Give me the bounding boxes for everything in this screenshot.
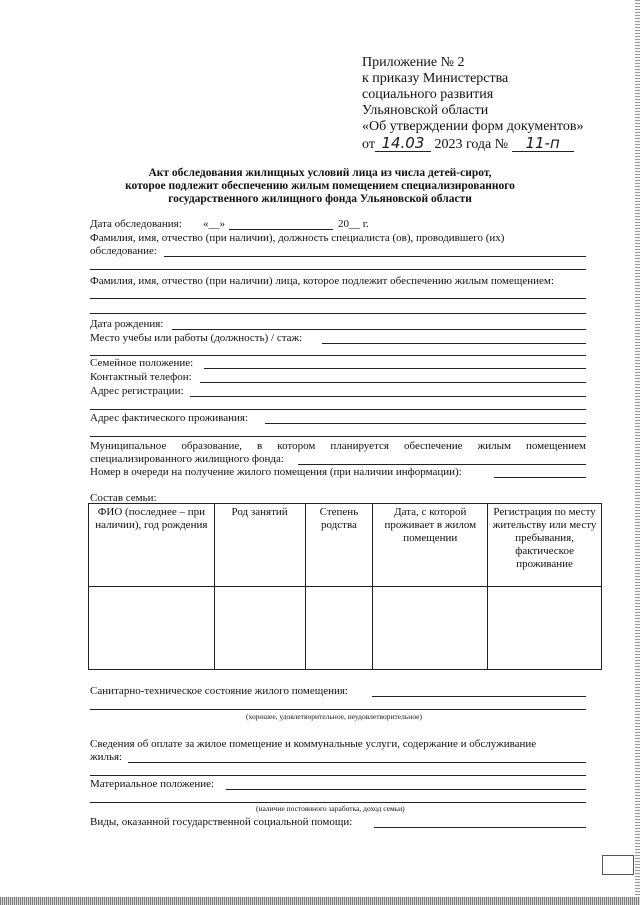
col-occupation: Род занятий	[214, 504, 305, 587]
person-field[interactable]	[90, 298, 586, 299]
col-fio: ФИО (последнее – при наличии), год рождения	[89, 504, 215, 587]
appendix-number: Приложение № 2	[362, 55, 465, 70]
family-composition-label: Состав семьи:	[90, 492, 157, 504]
social-assistance-field[interactable]	[374, 827, 586, 828]
order-title: «Об утверждении форм документов»	[362, 119, 584, 134]
survey-date-month-field[interactable]	[229, 229, 333, 230]
material-status-hint: (наличие постоянного заработка, доход семьи)	[256, 804, 405, 813]
actual-address-field-continued[interactable]	[90, 436, 586, 437]
table-cell[interactable]	[214, 587, 305, 670]
col-residence-date: Дата, с которой проживает в жилом помещении	[373, 504, 488, 587]
person-field-continued[interactable]	[90, 313, 586, 314]
handwritten-date: 14.03	[375, 135, 431, 152]
social-assistance-label: Виды, оказанной государственной социальной помощи:	[90, 816, 353, 828]
survey-date-year: 20__ г.	[338, 218, 369, 230]
specialist-field-continued[interactable]	[90, 269, 586, 270]
payment-field-continued[interactable]	[90, 775, 586, 776]
material-status-label: Материальное положение:	[90, 778, 215, 790]
handwritten-order-number: 11-п	[512, 135, 574, 152]
marital-status-label: Семейное положение:	[90, 357, 194, 369]
municipality-label-line-2: специализированного жилищного фонда:	[90, 453, 284, 465]
family-table	[88, 503, 602, 670]
table-cell[interactable]	[488, 587, 602, 670]
actual-address-label: Адрес фактического проживания:	[90, 412, 248, 424]
phone-field[interactable]	[200, 382, 586, 383]
table-cell[interactable]	[89, 587, 215, 670]
work-label: Место учебы или работы (должность) / стаж:	[90, 332, 303, 344]
act-title-line-3: государственного жилищного фонда Ульяновской области	[168, 193, 472, 205]
table-cell[interactable]	[373, 587, 488, 670]
municipality-field[interactable]	[298, 464, 586, 465]
registration-address-field-continued[interactable]	[90, 409, 586, 410]
sanitary-condition-field-continued[interactable]	[90, 709, 586, 710]
sanitary-condition-label: Санитарно-техническое состояние жилого помещения:	[90, 685, 348, 697]
marital-status-field[interactable]	[204, 368, 586, 369]
survey-date-day: «__»	[203, 218, 225, 230]
act-title-line-1: Акт обследования жилищных условий лица из числа детей-сирот,	[148, 167, 492, 179]
scan-mark	[602, 855, 634, 875]
order-reference: к приказу Министерства	[362, 71, 509, 86]
queue-number-field[interactable]	[494, 477, 586, 478]
ministry-name: социального развития	[362, 87, 494, 102]
birth-date-field[interactable]	[172, 329, 586, 330]
col-kinship: Степень родства	[305, 504, 373, 587]
municipality-label-line-1: Муниципальное образование, в котором планируется обеспечение жилым помещением	[90, 440, 586, 452]
col-registration: Регистрация по месту жительству или месту пребывания, фактическое проживание	[488, 504, 602, 587]
work-field[interactable]	[322, 343, 586, 344]
birth-date-label: Дата рождения:	[90, 318, 164, 330]
year-text: 2023 года №	[434, 137, 509, 152]
scan-edge-bottom	[0, 897, 640, 905]
phone-label: Контактный телефон:	[90, 371, 192, 383]
region-name: Ульяновской области	[362, 103, 489, 118]
specialist-field[interactable]	[164, 256, 586, 257]
scan-edge-right	[635, 0, 640, 905]
work-field-continued[interactable]	[90, 355, 586, 356]
payment-label-line-2: жилья:	[90, 751, 123, 763]
order-date-line	[362, 135, 574, 153]
registration-address-label: Адрес регистрации:	[90, 385, 184, 397]
table-row	[89, 587, 602, 670]
queue-number-label: Номер в очереди на получение жилого помещения (при наличии информации):	[90, 466, 462, 478]
material-status-field[interactable]	[226, 789, 586, 790]
person-label: Фамилия, имя, отчество (при наличии) лица, которое подлежит обеспечению жилым помещением:	[90, 275, 554, 287]
payment-label-line-1: Сведения об оплате за жилое помещение и коммунальные услуги, содержание и обслуживание	[90, 738, 537, 750]
specialist-label-line-1: Фамилия, имя, отчество (при наличии), должность специалиста (ов), проводившего (их)	[90, 232, 505, 244]
material-status-field-continued[interactable]	[90, 802, 586, 803]
act-title-line-2: которое подлежит обеспечению жилым помещением специализированного	[125, 180, 515, 192]
sanitary-condition-hint: (хорошее, удовлетворительное, неудовлетворительное)	[246, 712, 422, 721]
date-prefix: от	[362, 137, 375, 152]
specialist-label-line-2: обследование:	[90, 245, 157, 257]
payment-field[interactable]	[128, 762, 586, 763]
survey-date-label: Дата обследования:	[90, 218, 182, 230]
sanitary-condition-field[interactable]	[372, 696, 586, 697]
table-cell[interactable]	[305, 587, 373, 670]
family-table-header-row	[89, 504, 602, 587]
registration-address-field[interactable]	[190, 396, 586, 397]
actual-address-field[interactable]	[265, 423, 586, 424]
